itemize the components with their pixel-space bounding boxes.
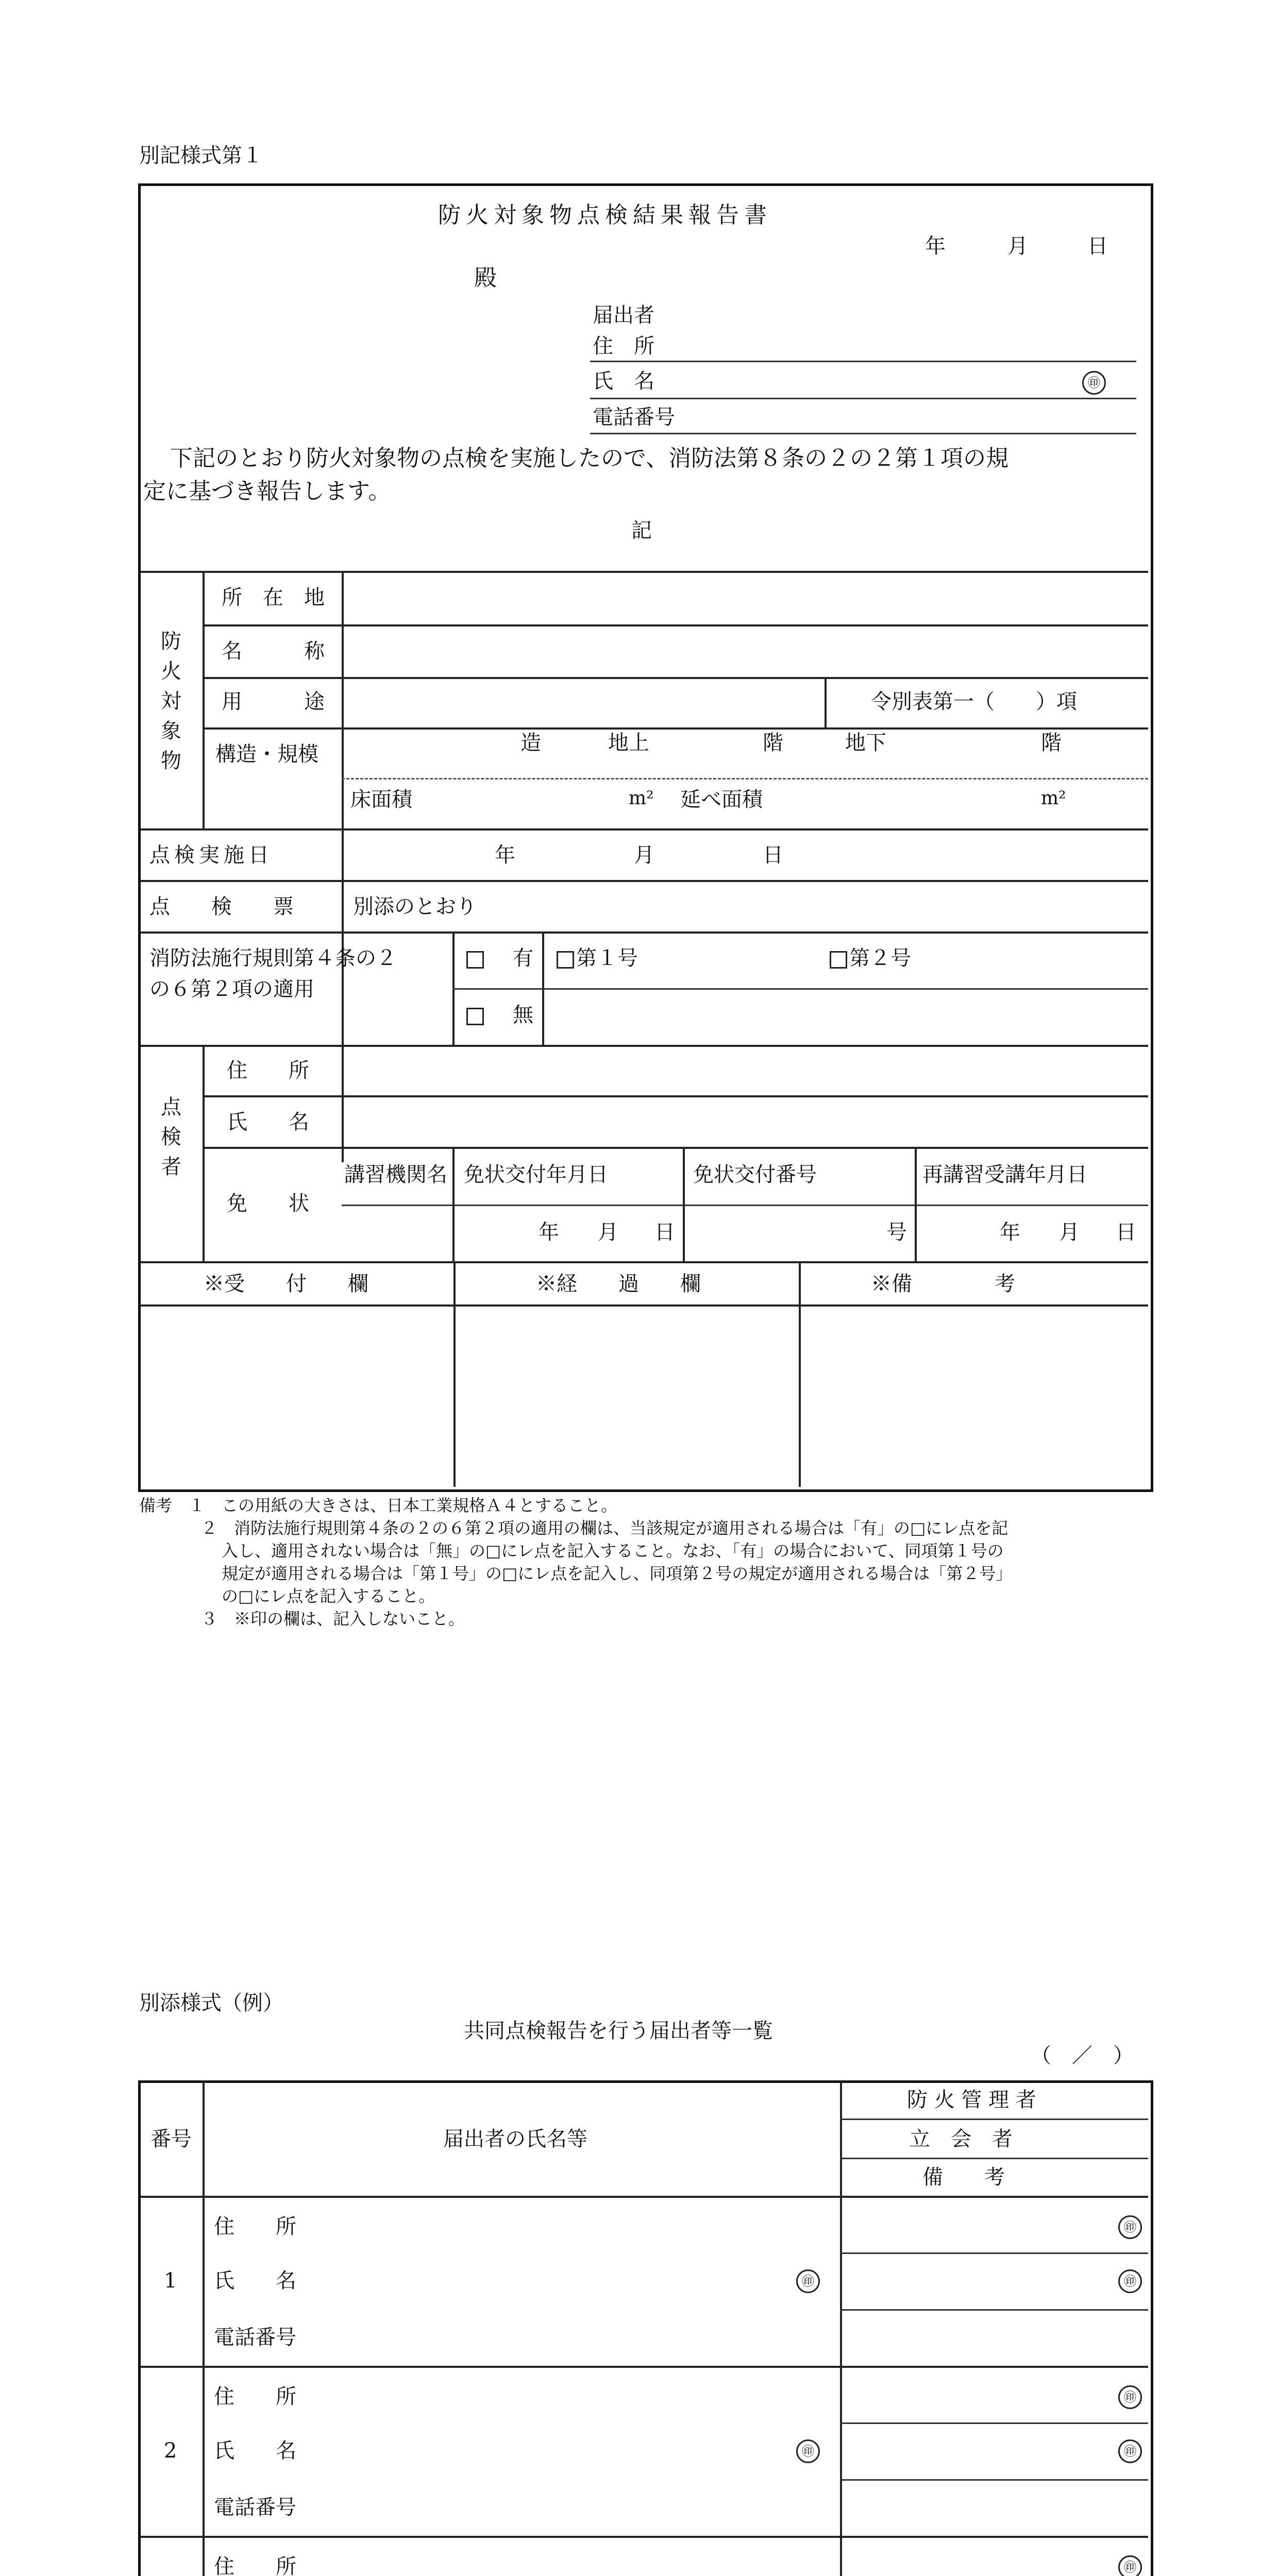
apply-no-checkbox[interactable]: [466, 1008, 484, 1025]
name-label: 名 称: [222, 639, 325, 663]
date-year: 年: [925, 234, 946, 258]
issue-number-suffix: 号: [886, 1221, 907, 1244]
structure-below: 地下: [845, 731, 886, 755]
col-divider: [683, 1147, 685, 1261]
header-witness: 立 会 者: [910, 2127, 1013, 2151]
inspector-name-label: 氏 名: [227, 1110, 309, 1134]
structure-above: 地上: [608, 731, 649, 755]
col-divider: [825, 677, 827, 727]
issue-month: 月: [598, 1221, 618, 1244]
retrain-month: 月: [1059, 1221, 1080, 1244]
row-line: [140, 2366, 1148, 2368]
row-number: 1: [164, 2269, 177, 2293]
floor-area-label: 床面積: [350, 788, 412, 811]
form-label: 別記様式第１: [139, 144, 263, 167]
col-divider: [799, 1261, 801, 1487]
seal-icon: ㊞: [1118, 2385, 1142, 2409]
reporter-name-line: [590, 398, 1136, 399]
reporter-address: 住 所: [593, 334, 654, 358]
inspector-address-label: 住 所: [227, 1059, 309, 1082]
checklist-value: 別添のとおり: [353, 895, 477, 919]
date-day: 日: [1087, 234, 1108, 258]
inspection-date-label: 点検実施日: [149, 843, 273, 867]
apply-label-line2: の６第２項の適用: [149, 977, 314, 1001]
addressee: 殿: [474, 265, 497, 291]
header-number: 番号: [150, 2127, 192, 2151]
retrain-year: 年: [1000, 1221, 1020, 1244]
retrain-day: 日: [1116, 1221, 1136, 1244]
seal-icon: ㊞: [1118, 2439, 1142, 2463]
seal-icon: ㊞: [796, 2439, 820, 2463]
col-divider: [452, 1147, 455, 1261]
dashed-line: [342, 778, 1148, 779]
usage-label: 用 途: [222, 690, 325, 714]
row-line: [140, 880, 1148, 882]
issue-date-label: 免状交付年月日: [464, 1163, 608, 1187]
location-label: 所 在 地: [222, 586, 325, 609]
reporter-phone-line: [590, 433, 1136, 434]
object-section-label: 防火対象物: [161, 630, 181, 773]
header-bottom-line: [140, 2196, 1148, 2198]
row-line: [203, 677, 1148, 679]
row-phone-label: 電話番号: [214, 2496, 296, 2519]
floor-area-unit: m²: [629, 788, 654, 809]
reporter-address-line: [590, 361, 1136, 362]
col-divider: [203, 1045, 205, 1261]
note-line: ３ ※印の欄は、記入しないこと。: [201, 1609, 465, 1629]
page-counter: （ ／ ）: [1031, 2044, 1134, 2067]
issue-year: 年: [539, 1221, 559, 1244]
reporter-name: 氏 名: [593, 369, 654, 393]
note-line: の□にレ点を記入すること。: [222, 1586, 435, 1606]
apply-item2-label: 第２号: [849, 946, 911, 970]
inspection-day: 日: [763, 843, 783, 867]
note-line: ２ 消防法施行規則第４条の２の６第２項の適用の欄は、当該規定が適用される場合は「有」の□にレ点を記: [201, 1518, 1008, 1538]
structure-label: 構造・規模: [215, 742, 318, 766]
header-remarks: 備 考: [922, 2165, 1005, 2189]
note-line: 備考 １ この用紙の大きさは、日本工業規格Ａ４とすること。: [139, 1496, 618, 1515]
issue-day: 日: [654, 1221, 675, 1244]
apply-item2-checkbox[interactable]: [830, 951, 847, 969]
body-text-line1: 下記のとおり防火対象物の点検を実施したので、消防法第８条の２の２第１項の規: [170, 445, 1009, 471]
apply-yes-checkbox[interactable]: [466, 951, 484, 969]
col-divider: [203, 571, 205, 828]
license-label: 免 状: [227, 1192, 309, 1215]
issue-number-label: 免状交付番号: [693, 1163, 817, 1187]
row-line: [140, 1045, 1148, 1047]
body-text-line2: 定に基づき報告します。: [143, 478, 391, 504]
usage-note: 令別表第一（ ）項: [871, 690, 1077, 714]
row-name-label: 氏 名: [214, 2439, 296, 2463]
date-month: 月: [1007, 234, 1028, 258]
table-top-line: [140, 571, 1148, 573]
row-line: [140, 1304, 1148, 1307]
row-line: [203, 1147, 1148, 1149]
apply-yes-label: 有: [513, 946, 533, 970]
row-name-label: 氏 名: [214, 2269, 296, 2293]
reporter-header: 届出者: [593, 303, 654, 327]
total-area-label: 延べ面積: [680, 788, 763, 811]
remarks-label: ※備 考: [871, 1272, 1015, 1296]
header-name: 届出者の氏名等: [443, 2127, 587, 2151]
retrain-date-label: 再講習受講年月日: [922, 1163, 1087, 1187]
row-line: [140, 1261, 1148, 1263]
col-divider: [342, 571, 344, 1162]
col-divider: [915, 1147, 917, 1261]
row-line: [140, 828, 1148, 831]
structure-zo: 造: [520, 731, 541, 755]
row-line: [840, 2479, 1148, 2481]
row-address-label: 住 所: [214, 2385, 296, 2409]
row-line: [840, 2422, 1148, 2424]
row-line: [840, 2309, 1148, 2311]
row-line: [203, 624, 1148, 626]
reporter-phone: 電話番号: [593, 405, 675, 429]
apply-item1-label: 第１号: [576, 946, 638, 970]
col-divider: [203, 2080, 205, 2576]
col-divider: [453, 1261, 456, 1487]
attachment-label: 別添様式（例）: [139, 1991, 283, 2015]
attachment-title: 共同点検報告を行う届出者等一覧: [464, 2019, 773, 2043]
inspector-section-label: 点検者: [161, 1095, 181, 1179]
report-title: 防火対象物点検結果報告書: [438, 202, 772, 228]
col-divider: [840, 2080, 842, 2576]
header-manager: 防 火 管 理 者: [907, 2088, 1036, 2112]
row-line: [342, 1205, 1148, 1206]
course-org-label: 講習機関名: [344, 1163, 447, 1187]
row-line: [840, 2158, 1148, 2159]
row-line: [840, 2119, 1148, 2120]
inspection-year: 年: [495, 843, 515, 867]
row-line: [203, 1095, 1148, 1097]
row-line: [140, 931, 1148, 934]
apply-item1-checkbox[interactable]: [557, 951, 574, 969]
note-line: 規定が適用される場合は「第１号」の□にレ点を記入し、同項第２号の規定が適用される場合は「第２号」: [222, 1564, 1013, 1583]
row-line: [840, 2252, 1148, 2254]
progress-label: ※経 過 欄: [536, 1272, 701, 1296]
row-address-label: 住 所: [214, 2555, 296, 2576]
structure-floor2: 階: [1041, 731, 1062, 755]
checklist-label: 点 検 票: [149, 895, 294, 919]
reception-label: ※受 付 欄: [204, 1272, 368, 1296]
seal-icon: ㊞: [1118, 2555, 1142, 2576]
note-line: 入し、適用されない場合は「無」の□にレ点を記入すること。なお、「有」の場合において、同項第１号の: [222, 1541, 1004, 1561]
row-line: [452, 988, 1148, 990]
total-area-unit: m²: [1041, 788, 1066, 809]
ki-marker: 記: [631, 519, 652, 543]
row-line: [140, 2536, 1148, 2538]
row-address-label: 住 所: [214, 2215, 296, 2239]
structure-floor: 階: [763, 731, 783, 755]
row-number: 2: [164, 2439, 177, 2463]
seal-icon: ㊞: [1118, 2269, 1142, 2293]
row-phone-label: 電話番号: [214, 2326, 296, 2349]
apply-label-line1: 消防法施行規則第４条の２: [149, 946, 397, 970]
row-line: [203, 727, 1148, 730]
inspection-month: 月: [634, 843, 654, 867]
seal-icon: ㊞: [1118, 2215, 1142, 2239]
seal-icon: ㊞: [1082, 371, 1106, 395]
seal-icon: ㊞: [796, 2269, 820, 2293]
apply-no-label: 無: [513, 1003, 533, 1027]
